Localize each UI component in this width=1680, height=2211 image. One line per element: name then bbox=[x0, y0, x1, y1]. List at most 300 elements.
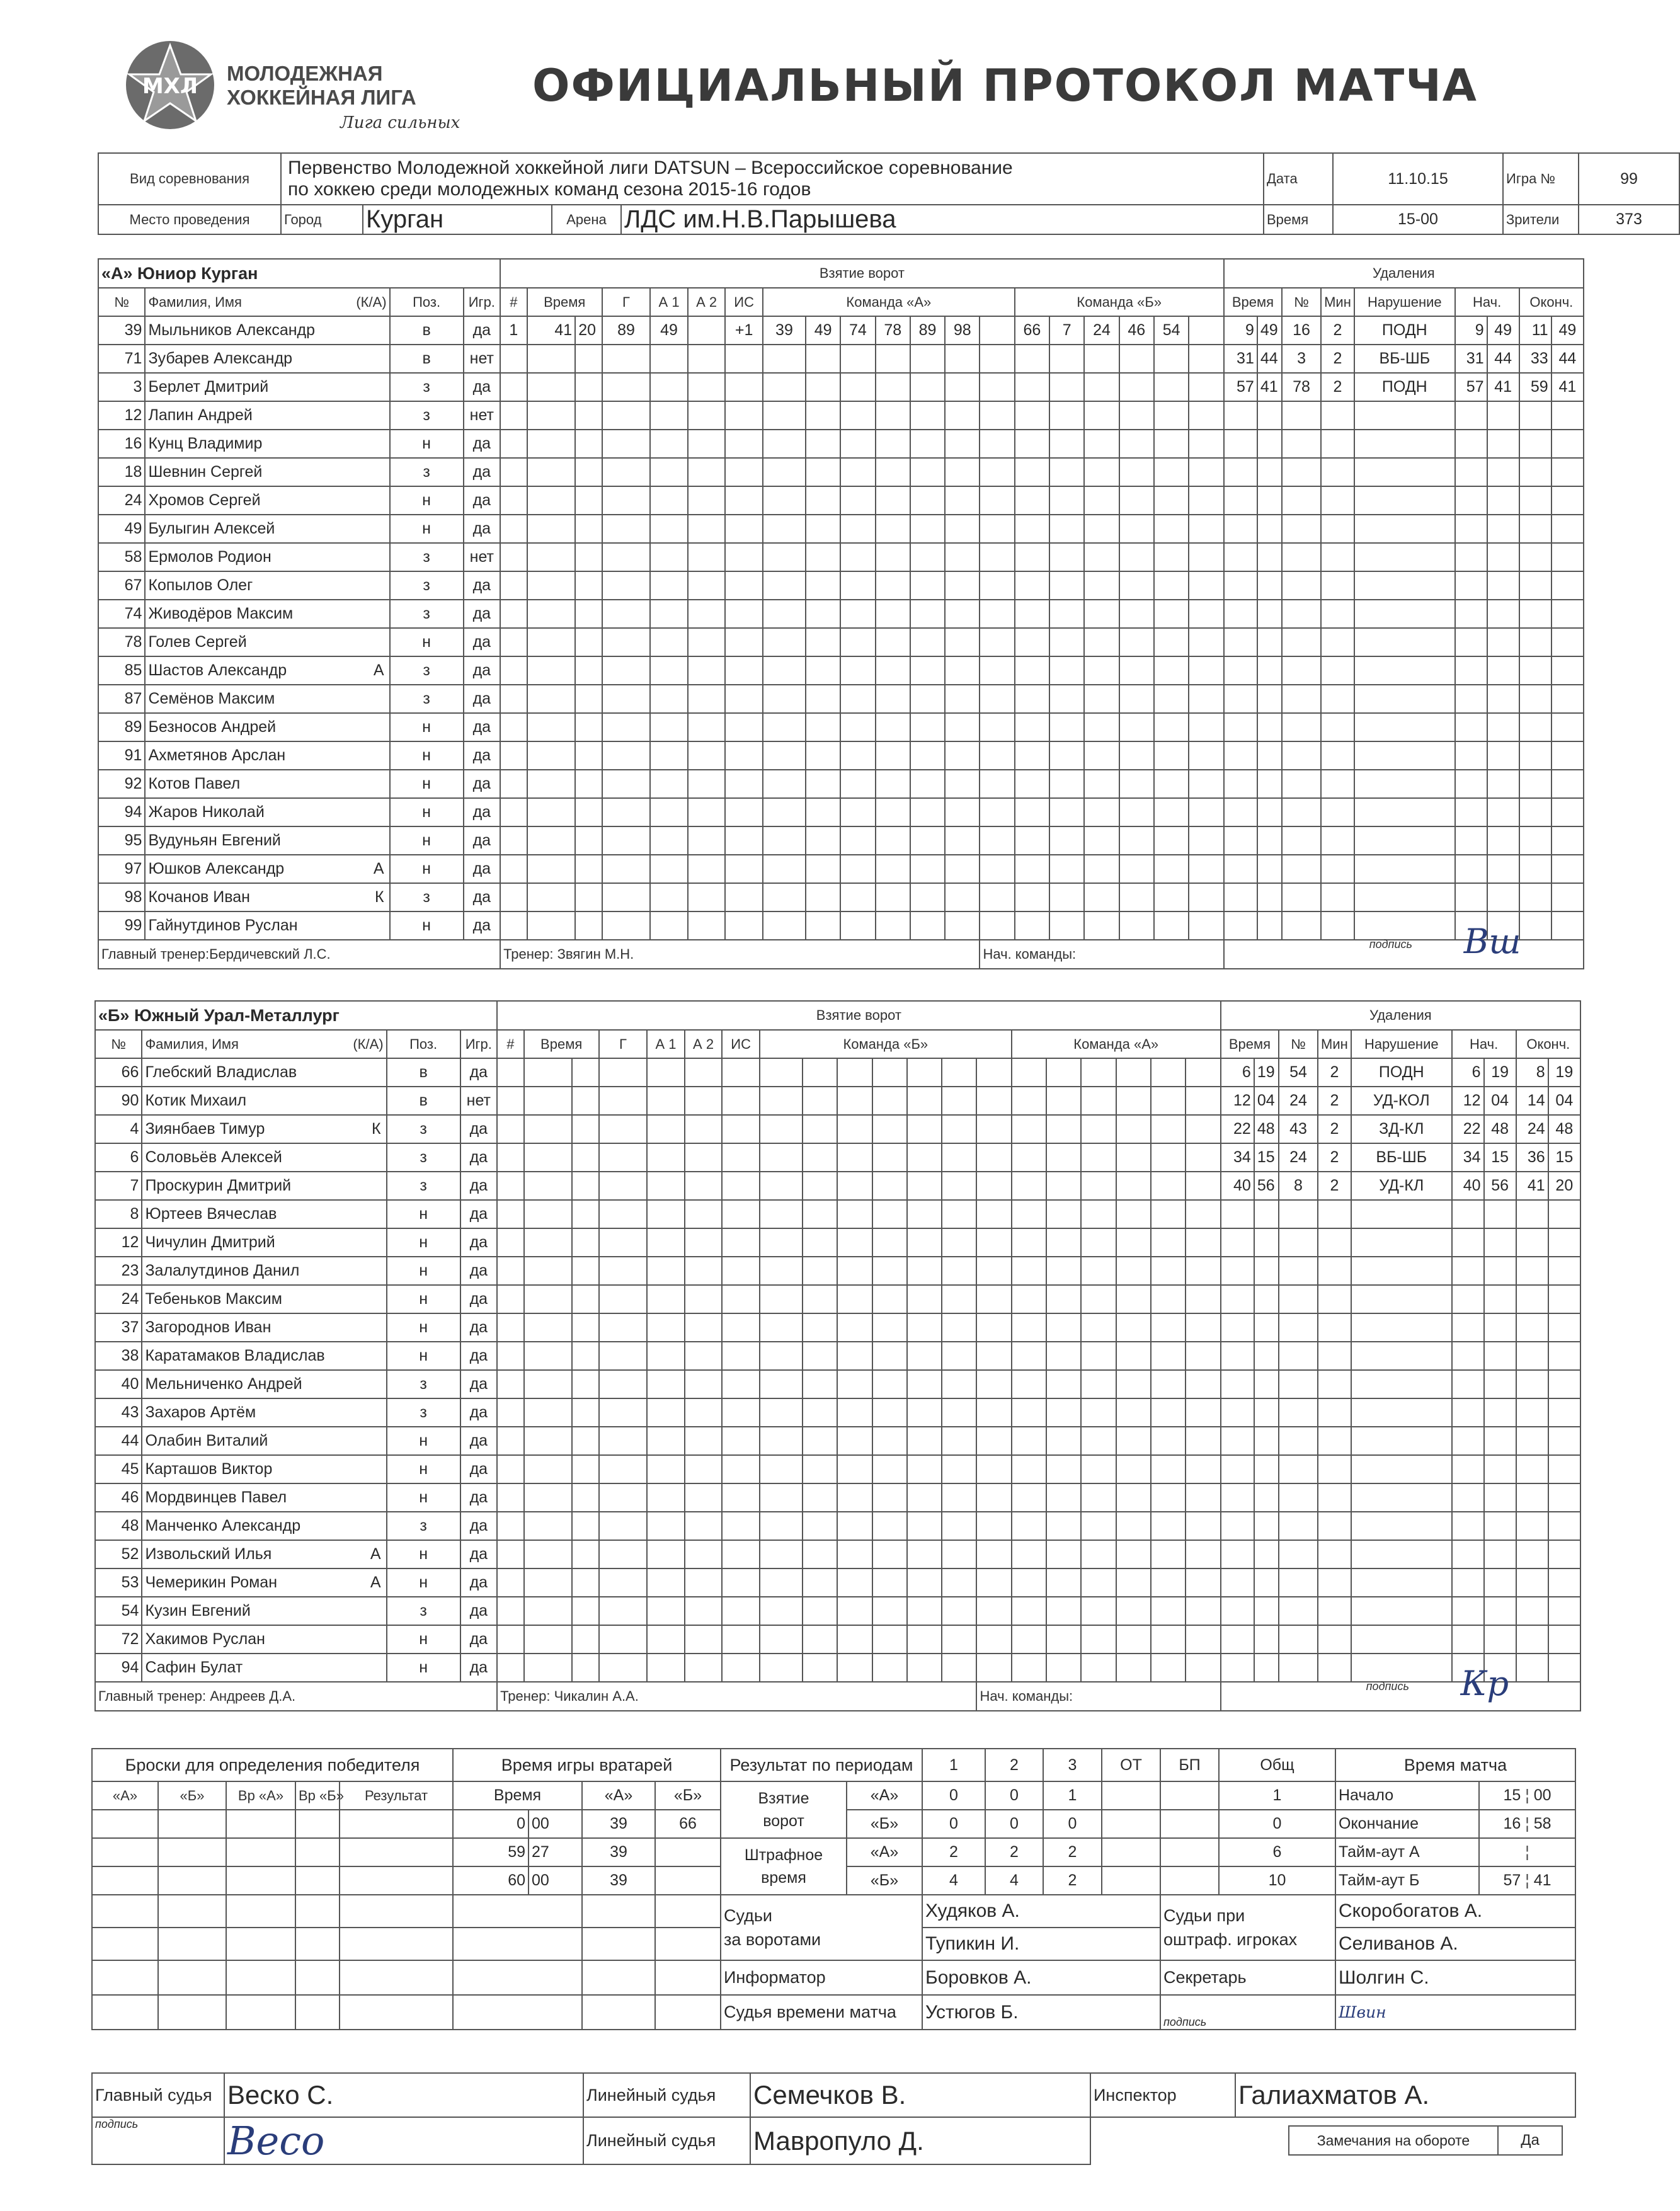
on-ice-cell bbox=[840, 401, 875, 430]
goal-cell bbox=[500, 571, 527, 600]
on-ice-cell bbox=[840, 571, 875, 600]
penalty-end-min: 41 bbox=[1516, 1172, 1548, 1200]
on-ice-cell bbox=[760, 1257, 803, 1285]
penalty-cell bbox=[1548, 1625, 1580, 1654]
on-ice-cell bbox=[976, 1398, 1011, 1427]
goal-cell bbox=[722, 1200, 760, 1228]
shootout-cell bbox=[295, 1810, 340, 1838]
on-ice-cell bbox=[1154, 345, 1189, 373]
assistant-coach: Тренер: Чикалин А.А. bbox=[497, 1682, 976, 1711]
col-pen-violation: Нарушение bbox=[1351, 1030, 1452, 1058]
goal-assist-2 bbox=[688, 316, 726, 345]
goal-cell bbox=[650, 826, 688, 855]
on-ice-cell bbox=[945, 458, 980, 486]
on-ice-cell bbox=[1186, 1058, 1220, 1087]
on-ice-cell bbox=[976, 1285, 1011, 1313]
player-position: з bbox=[390, 656, 464, 685]
goal-cell bbox=[500, 628, 527, 656]
pen-a-bp bbox=[1160, 1838, 1219, 1866]
on-ice-cell bbox=[1189, 883, 1223, 911]
on-ice-cell bbox=[980, 345, 1014, 373]
on-ice-cell bbox=[945, 600, 980, 628]
penalty-cell bbox=[1254, 1285, 1279, 1313]
goal-situation: +1 bbox=[725, 316, 763, 345]
on-ice-cell bbox=[837, 1313, 872, 1342]
on-ice-cell bbox=[840, 486, 875, 515]
penalty-cell bbox=[1516, 1512, 1548, 1540]
penalty-cell bbox=[1257, 628, 1282, 656]
player-name-text: Шевнин Сергей bbox=[148, 463, 263, 481]
player-name bbox=[142, 1483, 386, 1512]
on-ice-cell bbox=[763, 911, 806, 940]
goal-cell bbox=[685, 1200, 723, 1228]
start-time: 15 ¦ 00 bbox=[1479, 1781, 1575, 1810]
on-ice-cell bbox=[910, 855, 945, 883]
match-time-title: Время матча bbox=[1335, 1749, 1575, 1781]
player-name-text: Живодёров Максим bbox=[148, 605, 294, 622]
on-ice-cell bbox=[837, 1568, 872, 1597]
on-ice-cell bbox=[760, 1342, 803, 1370]
player-name-text: Проскурин Дмитрий bbox=[145, 1177, 292, 1194]
on-ice-cell bbox=[1049, 543, 1084, 571]
on-ice-cell bbox=[763, 515, 806, 543]
player-name-text: Гайнутдинов Руслан bbox=[148, 917, 298, 934]
on-ice-cell bbox=[1049, 741, 1084, 770]
on-ice-cell bbox=[840, 600, 875, 628]
on-ice-cell bbox=[976, 1512, 1011, 1540]
on-ice-cell bbox=[1119, 345, 1154, 373]
on-ice-cell bbox=[1116, 1087, 1151, 1115]
on-ice-cell bbox=[980, 713, 1014, 741]
penalty-cell bbox=[1224, 628, 1257, 656]
on-ice-cell bbox=[1084, 883, 1119, 911]
on-ice-cell bbox=[910, 430, 945, 458]
player-name bbox=[145, 486, 389, 515]
arena-value: ЛДС им.Н.В.Парышева bbox=[621, 205, 1264, 234]
on-ice-cell bbox=[876, 486, 910, 515]
competition-label: Вид соревнования bbox=[98, 153, 281, 205]
on-ice-cell bbox=[803, 1455, 837, 1483]
on-ice-cell bbox=[1116, 1427, 1151, 1455]
col-assist-2: А 2 bbox=[688, 288, 726, 316]
penalty-cell bbox=[1516, 1370, 1548, 1398]
goal-cell bbox=[497, 1597, 524, 1625]
goal-cell bbox=[572, 1228, 599, 1257]
penalty-cell bbox=[1484, 1483, 1516, 1512]
penalty-cell bbox=[1484, 1342, 1516, 1370]
on-ice-cell bbox=[1186, 1597, 1220, 1625]
goal-cell bbox=[500, 486, 527, 515]
on-ice-cell bbox=[976, 1568, 1011, 1597]
goal-number: 1 bbox=[500, 316, 527, 345]
goal-cell bbox=[497, 1654, 524, 1682]
player-position: з bbox=[387, 1172, 460, 1200]
on-ice-cell bbox=[806, 345, 840, 373]
penalty-cell bbox=[1257, 713, 1282, 741]
on-ice-cell bbox=[980, 855, 1014, 883]
on-ice-cell bbox=[942, 1115, 976, 1143]
player-number: 53 bbox=[95, 1568, 142, 1597]
on-ice-cell bbox=[1151, 1313, 1186, 1342]
goal-cell bbox=[497, 1342, 524, 1370]
player-row bbox=[95, 1228, 1580, 1257]
shootout-cell bbox=[92, 1838, 158, 1866]
goal-cell bbox=[725, 826, 763, 855]
on-ice-cell bbox=[945, 401, 980, 430]
on-ice-cell bbox=[760, 1172, 803, 1200]
player-row bbox=[98, 628, 1584, 656]
goal-cell bbox=[524, 1200, 573, 1228]
on-ice-cell bbox=[1012, 1370, 1046, 1398]
goal-cell bbox=[524, 1285, 573, 1313]
on-ice-cell bbox=[1119, 741, 1154, 770]
player-name bbox=[142, 1568, 386, 1597]
goal-cell bbox=[685, 1540, 723, 1568]
secretary-sign-label: подпись bbox=[1160, 1995, 1335, 2030]
player-played: да bbox=[460, 1568, 497, 1597]
on-ice-cell bbox=[1154, 515, 1189, 543]
player-name bbox=[142, 1342, 386, 1370]
player-name-text: Вудуньян Евгений bbox=[148, 831, 281, 849]
penalty-cell bbox=[1551, 826, 1584, 855]
on-ice-cell bbox=[1046, 1568, 1081, 1597]
on-ice-cell bbox=[910, 685, 945, 713]
goal-cell bbox=[647, 1313, 685, 1342]
goal-cell bbox=[602, 515, 651, 543]
penalty-start-sec: 44 bbox=[1487, 345, 1519, 373]
on-ice-cell bbox=[763, 543, 806, 571]
col-num: № bbox=[95, 1030, 142, 1058]
on-ice-cell bbox=[837, 1058, 872, 1087]
player-number: 44 bbox=[95, 1427, 142, 1455]
goal-cell bbox=[527, 656, 576, 685]
on-ice-cell bbox=[910, 883, 945, 911]
on-ice-cell bbox=[907, 1398, 942, 1427]
goal-cell bbox=[725, 486, 763, 515]
on-ice-cell bbox=[1081, 1058, 1116, 1087]
on-ice-cell bbox=[980, 911, 1014, 940]
penalty-cell bbox=[1484, 1313, 1516, 1342]
tob-ss: 41 bbox=[1533, 1871, 1551, 1889]
on-ice-cell bbox=[840, 798, 875, 826]
penalty-end-sec: 19 bbox=[1548, 1058, 1580, 1087]
goalie-cell bbox=[453, 1895, 582, 1928]
penalty-cell bbox=[1318, 1625, 1351, 1654]
goalie-row-2-b bbox=[655, 1838, 721, 1866]
shootout-cell bbox=[340, 1928, 453, 1960]
penalty-cell bbox=[1516, 1398, 1548, 1427]
player-name bbox=[145, 628, 389, 656]
on-ice-cell bbox=[1012, 1455, 1046, 1483]
penalty-cell bbox=[1279, 1370, 1318, 1398]
on-ice-cell bbox=[1154, 656, 1189, 685]
penalty-cell bbox=[1321, 685, 1354, 713]
penalty-cell bbox=[1279, 1540, 1318, 1568]
penalty-cell bbox=[1318, 1597, 1351, 1625]
player-played: да bbox=[460, 1228, 497, 1257]
player-name bbox=[142, 1087, 386, 1115]
player-name bbox=[145, 911, 389, 940]
goalie-b-header: «Б» bbox=[655, 1781, 721, 1810]
col-pen-min: Мин bbox=[1321, 288, 1354, 316]
on-ice-cell bbox=[1186, 1625, 1220, 1654]
on-ice-cell bbox=[945, 571, 980, 600]
penalty-cell bbox=[1257, 401, 1282, 430]
referee-sign-label: подпись bbox=[92, 2117, 224, 2164]
player-row bbox=[98, 798, 1584, 826]
goal-cell bbox=[527, 741, 576, 770]
player-played: да bbox=[464, 656, 501, 685]
on-ice-cell bbox=[945, 713, 980, 741]
on-ice-cell bbox=[976, 1370, 1011, 1398]
on-ice-cell bbox=[907, 1568, 942, 1597]
col-played: Игр. bbox=[464, 288, 501, 316]
goal-cell bbox=[497, 1285, 524, 1313]
on-ice-cell bbox=[1189, 373, 1223, 401]
penalty-cell bbox=[1548, 1568, 1580, 1597]
pen-b-p1: 4 bbox=[922, 1866, 985, 1895]
player-name bbox=[142, 1455, 386, 1483]
on-ice-other bbox=[1189, 316, 1223, 345]
goals-b-p2: 0 bbox=[985, 1810, 1043, 1838]
col-goal-scorer: Г bbox=[599, 1030, 648, 1058]
goal-cell bbox=[500, 515, 527, 543]
on-ice-cell bbox=[1186, 1654, 1220, 1682]
goal-cell bbox=[575, 543, 602, 571]
on-ice-cell bbox=[1084, 543, 1119, 571]
goal-cell bbox=[599, 1172, 648, 1200]
penalty-cell bbox=[1551, 656, 1584, 685]
penalty-cell bbox=[1519, 430, 1551, 458]
player-number: 66 bbox=[95, 1058, 142, 1087]
on-ice-cell bbox=[942, 1568, 976, 1597]
penalty-cell bbox=[1354, 855, 1455, 883]
team-b-penalties-section: Удаления bbox=[1221, 1001, 1580, 1030]
on-ice-cell bbox=[942, 1200, 976, 1228]
goal-judges-label-1: Судьи bbox=[724, 1906, 773, 1925]
on-ice-cell bbox=[1154, 911, 1189, 940]
penalty-cell bbox=[1351, 1625, 1452, 1654]
player-position: в bbox=[387, 1087, 460, 1115]
player-name bbox=[142, 1143, 386, 1172]
penalty-cell bbox=[1221, 1654, 1254, 1682]
goal-cell bbox=[524, 1625, 573, 1654]
penalty-cell bbox=[1551, 401, 1584, 430]
shootout-cell bbox=[340, 1960, 453, 1995]
on-ice-cell bbox=[1154, 458, 1189, 486]
on-ice-cell bbox=[942, 1285, 976, 1313]
player-name-text: Залалутдинов Данил bbox=[145, 1262, 300, 1279]
on-ice-cell bbox=[840, 373, 875, 401]
penalty-end-min: 33 bbox=[1519, 345, 1551, 373]
penalty-start-min: 12 bbox=[1452, 1087, 1484, 1115]
on-ice-cell bbox=[1116, 1115, 1151, 1143]
goal-cell bbox=[650, 741, 688, 770]
goal-cell bbox=[575, 373, 602, 401]
player-played: да bbox=[460, 1427, 497, 1455]
player-number: 24 bbox=[95, 1285, 142, 1313]
on-ice-cell bbox=[907, 1342, 942, 1370]
period-1-header: 1 bbox=[922, 1749, 985, 1781]
goal-cell bbox=[647, 1455, 685, 1483]
on-ice-cell bbox=[1084, 798, 1119, 826]
player-position: з bbox=[387, 1143, 460, 1172]
penalty-cell bbox=[1455, 401, 1487, 430]
penalty-cell bbox=[1455, 543, 1487, 571]
goals-team-a-label: «А» bbox=[847, 1781, 922, 1810]
player-played: да bbox=[464, 515, 501, 543]
penalty-player: 78 bbox=[1282, 373, 1321, 401]
penalty-cell bbox=[1254, 1427, 1279, 1455]
on-ice-cell bbox=[806, 430, 840, 458]
penalty-cell bbox=[1487, 855, 1519, 883]
penalty-minutes: 2 bbox=[1318, 1172, 1351, 1200]
penalty-start-sec: 15 bbox=[1484, 1143, 1516, 1172]
goal-cell bbox=[725, 798, 763, 826]
player-played: нет bbox=[464, 543, 501, 571]
goal-cell bbox=[602, 430, 651, 458]
col-pen-end: Оконч. bbox=[1516, 1030, 1580, 1058]
on-ice-cell bbox=[806, 401, 840, 430]
goal-cell bbox=[527, 600, 576, 628]
on-ice-cell bbox=[1081, 1483, 1116, 1512]
goal-cell bbox=[725, 430, 763, 458]
on-ice-cell bbox=[980, 883, 1014, 911]
on-ice-cell bbox=[945, 656, 980, 685]
penalty-cell bbox=[1257, 543, 1282, 571]
on-ice-cell bbox=[1151, 1115, 1186, 1143]
col-pen-end: Оконч. bbox=[1519, 288, 1584, 316]
goal-judge-a: Худяков А. bbox=[922, 1895, 1160, 1928]
on-ice-cell bbox=[837, 1597, 872, 1625]
player-name bbox=[145, 685, 389, 713]
on-ice-cell bbox=[907, 1115, 942, 1143]
penalty-end-sec: 15 bbox=[1548, 1143, 1580, 1172]
player-played: да bbox=[464, 855, 501, 883]
penalty-start-min: 6 bbox=[1452, 1058, 1484, 1087]
player-position: н bbox=[390, 628, 464, 656]
penalty-minutes: 2 bbox=[1318, 1143, 1351, 1172]
penalty-player: 16 bbox=[1282, 316, 1321, 345]
goal-cell bbox=[722, 1257, 760, 1285]
goal-cell bbox=[527, 571, 576, 600]
on-ice-cell bbox=[1084, 855, 1119, 883]
on-ice-cell bbox=[1154, 401, 1189, 430]
on-ice-cell bbox=[803, 1342, 837, 1370]
penalty-cell bbox=[1318, 1540, 1351, 1568]
goal-cell bbox=[575, 798, 602, 826]
on-ice-cell bbox=[840, 883, 875, 911]
on-ice-cell bbox=[872, 1370, 907, 1398]
player-row bbox=[95, 1455, 1580, 1483]
penalty-cell bbox=[1548, 1370, 1580, 1398]
penalty-player: 43 bbox=[1279, 1115, 1318, 1143]
on-ice-cell bbox=[976, 1342, 1011, 1370]
shootout-cell bbox=[340, 1838, 453, 1866]
on-ice-cell bbox=[976, 1313, 1011, 1342]
on-ice-cell bbox=[872, 1143, 907, 1172]
on-ice-cell bbox=[945, 770, 980, 798]
penalty-cell bbox=[1257, 741, 1282, 770]
goalie-cell bbox=[582, 1928, 655, 1960]
goal-cell bbox=[575, 826, 602, 855]
on-ice-cell bbox=[1049, 628, 1084, 656]
player-number: 12 bbox=[98, 401, 145, 430]
shootout-cell bbox=[92, 1995, 158, 2030]
linesman-1-label: Линейный судья bbox=[583, 2073, 750, 2117]
goal-cell bbox=[650, 430, 688, 458]
penalty-cell bbox=[1519, 855, 1551, 883]
player-number: 8 bbox=[95, 1200, 142, 1228]
player-row bbox=[98, 911, 1584, 940]
penalty-end-min: 24 bbox=[1516, 1115, 1548, 1143]
penalty-cell bbox=[1455, 458, 1487, 486]
on-ice-cell bbox=[806, 911, 840, 940]
on-ice-cell bbox=[1012, 1398, 1046, 1427]
penalty-cell bbox=[1279, 1200, 1318, 1228]
penalty-cell bbox=[1351, 1540, 1452, 1568]
on-ice-cell bbox=[945, 911, 980, 940]
on-ice-cell bbox=[910, 345, 945, 373]
on-ice-cell bbox=[763, 600, 806, 628]
on-ice-cell bbox=[872, 1512, 907, 1540]
goal-cell bbox=[524, 1257, 573, 1285]
on-ice-cell bbox=[907, 1200, 942, 1228]
penalty-cell bbox=[1279, 1483, 1318, 1512]
on-ice-cell bbox=[945, 543, 980, 571]
on-ice-cell bbox=[806, 798, 840, 826]
penalty-minute: 22 bbox=[1221, 1115, 1254, 1143]
inspector-label: Инспектор bbox=[1090, 2073, 1235, 2117]
goal-cell bbox=[602, 883, 651, 911]
on-ice-cell bbox=[1154, 628, 1189, 656]
on-ice-cell bbox=[942, 1143, 976, 1172]
arena-label: Арена bbox=[552, 205, 621, 234]
goal-cell bbox=[527, 911, 576, 940]
pen-a-p3: 2 bbox=[1043, 1838, 1102, 1866]
on-ice-cell bbox=[1046, 1285, 1081, 1313]
goal-cell bbox=[500, 345, 527, 373]
goal-cell bbox=[599, 1257, 648, 1285]
player-name bbox=[145, 713, 389, 741]
on-ice-cell bbox=[876, 883, 910, 911]
player-name-text: Юшков Александр bbox=[148, 860, 285, 877]
col-name bbox=[142, 1030, 386, 1058]
penalty-cell bbox=[1351, 1568, 1452, 1597]
goals-a-p1: 0 bbox=[922, 1781, 985, 1810]
on-ice-cell bbox=[803, 1427, 837, 1455]
on-ice-cell bbox=[910, 798, 945, 826]
goal-cell bbox=[722, 1172, 760, 1200]
on-ice-cell bbox=[837, 1200, 872, 1228]
shootout-cell bbox=[92, 1928, 158, 1960]
player-name-text: Котов Павел bbox=[148, 775, 241, 792]
on-ice-cell bbox=[806, 543, 840, 571]
player-row bbox=[98, 373, 1584, 401]
penalty-cell bbox=[1351, 1342, 1452, 1370]
penalty-cell bbox=[1321, 826, 1354, 855]
penalty-end-sec: 20 bbox=[1548, 1172, 1580, 1200]
on-ice-cell bbox=[942, 1625, 976, 1654]
remarks-area bbox=[1090, 2117, 1575, 2164]
penalty-cell bbox=[1455, 515, 1487, 543]
goal-cell bbox=[527, 458, 576, 486]
penalty-cell bbox=[1519, 798, 1551, 826]
on-ice-cell bbox=[1151, 1455, 1186, 1483]
on-ice-cell bbox=[942, 1398, 976, 1427]
on-ice-cell bbox=[803, 1398, 837, 1427]
league-name-1: МОЛОДЕЖНАЯ bbox=[227, 62, 383, 85]
